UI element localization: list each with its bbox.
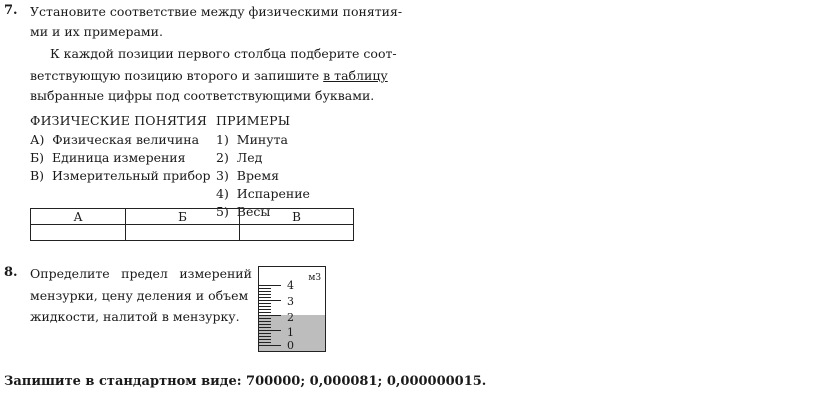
task7-line5: выбранные цифры под соответствующими буквами. (30, 88, 375, 103)
scale-tick (259, 324, 271, 325)
answer-cell-v[interactable] (240, 225, 354, 241)
scale-tick (259, 297, 271, 298)
scale-label-1: 1 (287, 326, 294, 339)
scale-tick (259, 315, 281, 316)
scale-tick (259, 327, 271, 328)
scale-tick (259, 312, 271, 313)
scale-tick (259, 345, 281, 346)
scale-tick (259, 288, 271, 289)
task7-line4 (30, 68, 388, 83)
task8-line3: жидкости, налитой в мензурку. (30, 309, 240, 324)
examples-header: ПРИМЕРЫ (216, 113, 291, 128)
scale-label-4: 4 (287, 279, 294, 292)
task8-number: 8. (4, 265, 18, 280)
scale-label-2: 2 (287, 311, 294, 324)
task7-line2: ми и их примерами. (30, 24, 163, 39)
example-item-3: 3) Время (216, 168, 279, 183)
scale-tick (259, 342, 271, 343)
scale-tick (259, 339, 271, 340)
scale-tick (259, 333, 271, 334)
scale-tick (259, 303, 271, 304)
answer-table-header-v: В (240, 209, 354, 225)
example-item-2: 2) Лед (216, 150, 263, 165)
volume-unit: мЗ (308, 273, 321, 283)
example-item-5: 5) Весы (216, 204, 271, 219)
measuring-cylinder (258, 266, 326, 352)
task7-line1: Установите соответствие между физическими понятия- (30, 4, 403, 19)
answer-table-header-row (31, 209, 354, 225)
scale-tick (259, 321, 271, 322)
concept-item-b: Б) Единица измерения (30, 150, 186, 165)
scale-tick (259, 300, 281, 301)
concept-item-a: А) Физическая величина (30, 132, 200, 147)
answer-table-link[interactable]: в таблицу (323, 68, 388, 83)
answer-table-header-b: Б (126, 209, 240, 225)
scale-tick (259, 330, 281, 331)
task8-line2: мензурки, цену деления и объем (30, 288, 249, 303)
scale-tick (259, 294, 271, 295)
task7-number: 7. (4, 3, 18, 18)
answer-table (30, 208, 354, 241)
scale-tick (259, 291, 271, 292)
scale-tick (259, 336, 271, 337)
footer-task: Запишите в стандартном виде: 700000; 0,000081; 0,000000015. (4, 374, 487, 389)
concept-item-v: В) Измерительный прибор (30, 168, 211, 183)
example-item-4: 4) Испарение (216, 186, 310, 201)
scale-tick (259, 318, 271, 319)
example-item-1: 1) Минута (216, 132, 288, 147)
scale-label-3: 3 (287, 295, 294, 308)
scale-tick (259, 306, 271, 307)
task7-line4-text: ветствующую позицию второго и запишите (30, 68, 320, 83)
task8-line1: Определите предел измерений (30, 266, 252, 281)
answer-cell-a[interactable] (31, 225, 126, 241)
answer-table-header-a: А (31, 209, 126, 225)
answer-table-input-row (31, 225, 354, 241)
concepts-header: ФИЗИЧЕСКИЕ ПОНЯТИЯ (30, 113, 208, 128)
answer-cell-b[interactable] (126, 225, 240, 241)
scale-tick (259, 285, 281, 286)
task7-line3: К каждой позиции первого столбца подберите соот- (50, 46, 397, 61)
scale-tick (259, 309, 271, 310)
scale-label-0: 0 (287, 339, 294, 352)
